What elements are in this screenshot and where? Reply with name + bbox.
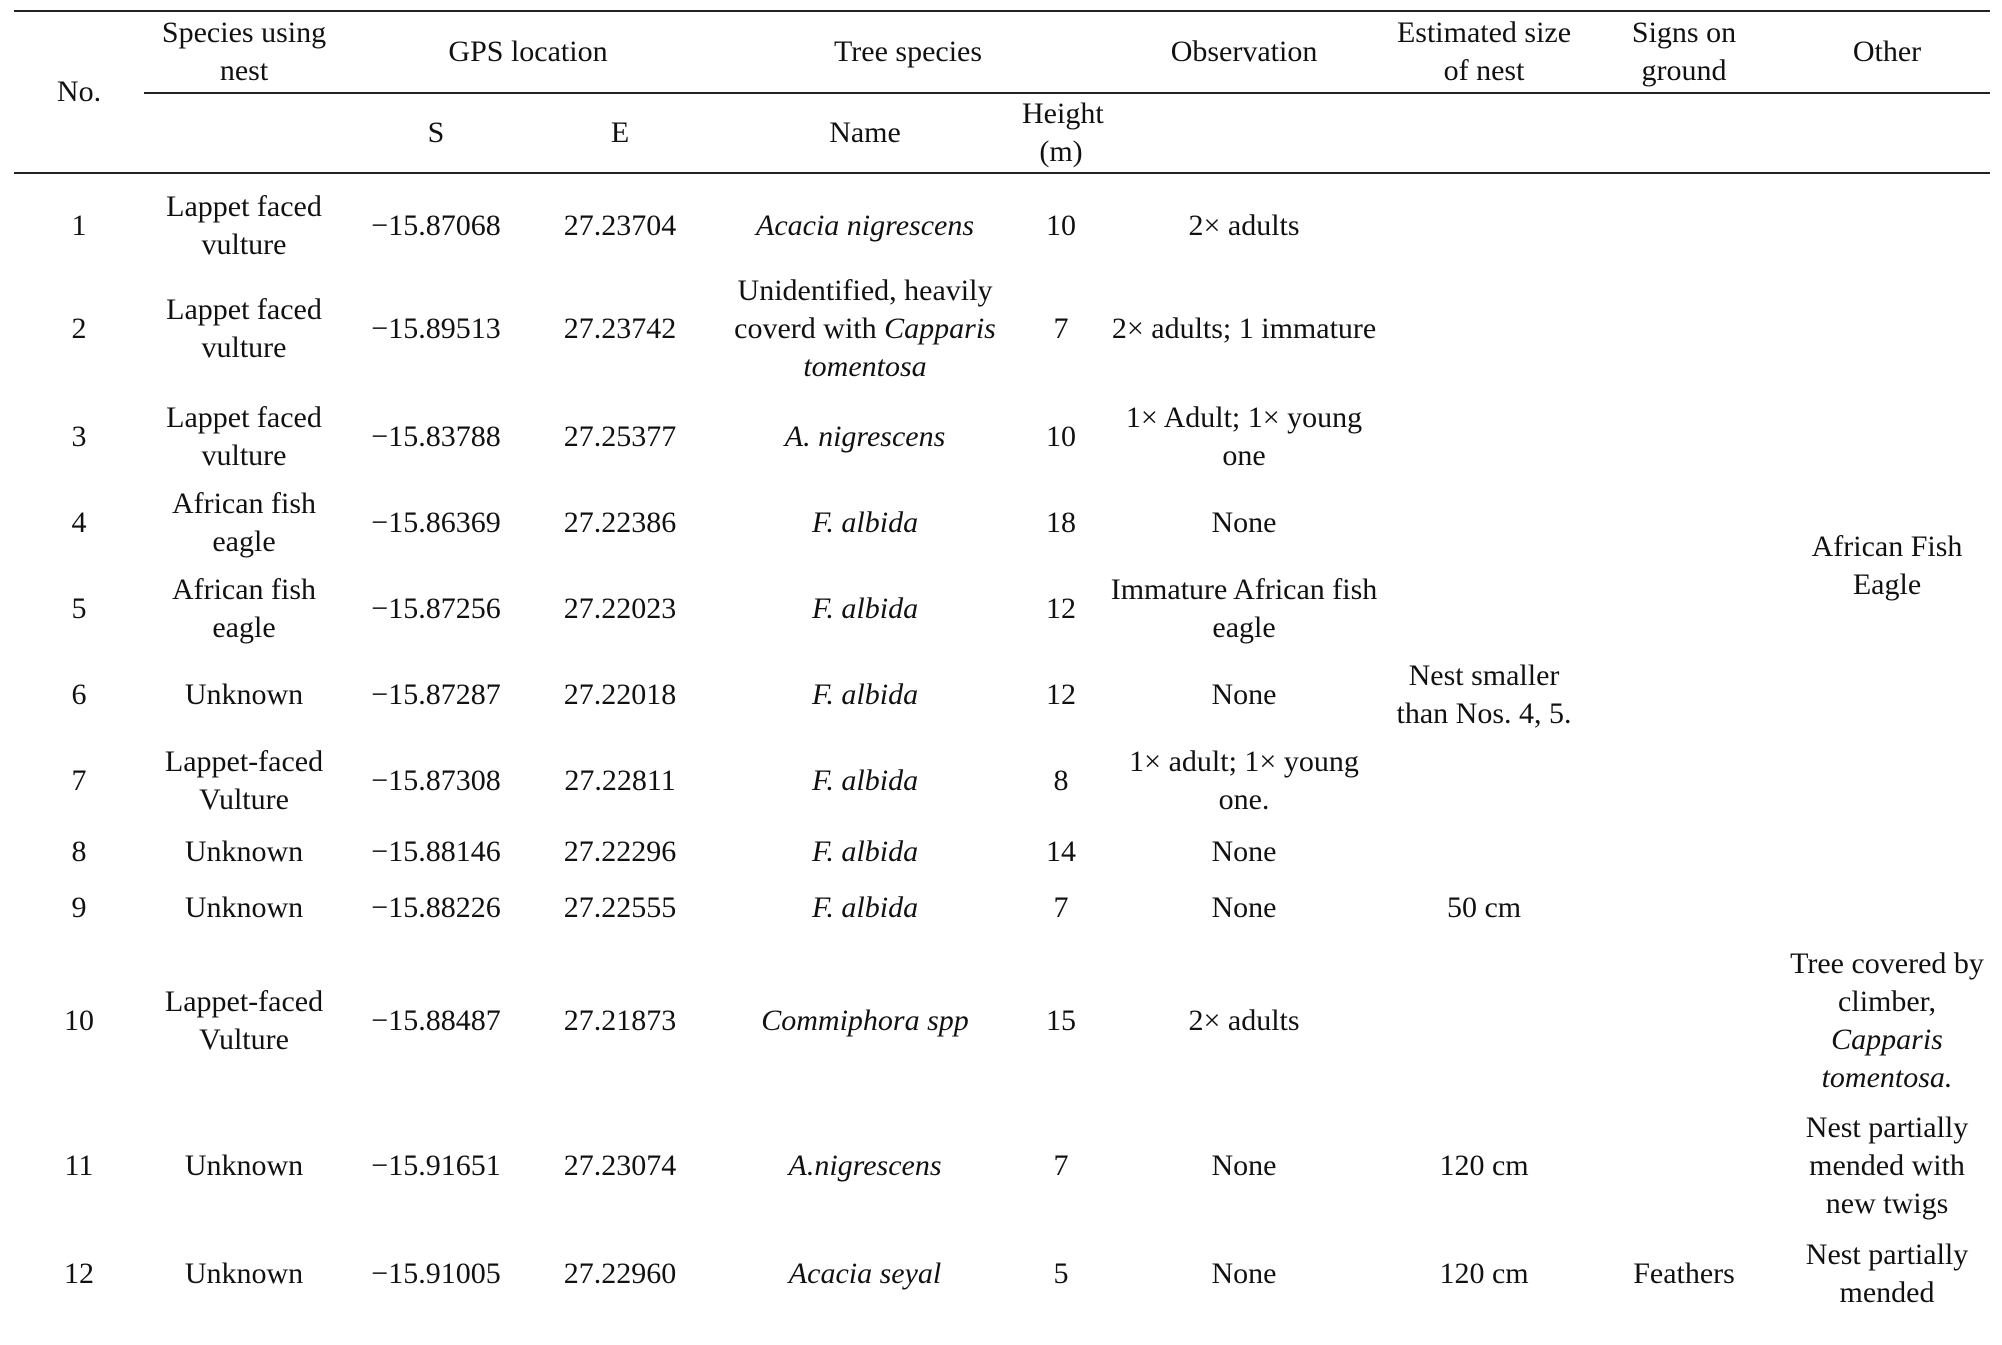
cell-no: 9 xyxy=(71,891,87,924)
cell-observation: 1× Adult; 1× young one xyxy=(1125,401,1363,472)
other-text: Nest partially mended with new twigs xyxy=(1805,1111,1969,1220)
subheader-blank xyxy=(1584,93,1784,173)
cell-gps-s: −15.87287 xyxy=(371,678,501,711)
cell-tree-name xyxy=(712,480,1018,566)
cell-gps-e: 27.22811 xyxy=(564,764,676,797)
header-no: No. xyxy=(14,11,144,173)
cell-gps-s: −15.87308 xyxy=(371,764,501,797)
cell-other xyxy=(1784,173,1990,264)
table-row xyxy=(14,936,1990,1106)
cell-signs-on-ground xyxy=(1584,480,1784,566)
header-species-using-nest: Species using nest xyxy=(144,11,344,93)
cell-tree-name xyxy=(712,652,1018,738)
cell-gps-s: −15.87068 xyxy=(371,209,501,242)
cell-no: 3 xyxy=(71,420,87,453)
cell-other xyxy=(1784,1106,1990,1226)
cell-estimated-size xyxy=(1384,824,1584,880)
cell-other xyxy=(1784,936,1990,1106)
table-row xyxy=(14,738,1990,824)
tree-name-text: F. albida xyxy=(811,891,919,924)
cell-height: 10 xyxy=(1046,420,1077,453)
table-row xyxy=(14,1226,1990,1322)
table-row xyxy=(14,394,1990,480)
cell-height: 7 xyxy=(1053,1149,1069,1182)
other-text: African Fish Eagle xyxy=(1811,530,1963,601)
cell-species: Lappet-faced Vulture xyxy=(164,985,324,1056)
cell-species: Lappet faced vulture xyxy=(166,293,322,364)
header-tree-species: Tree species xyxy=(712,11,1104,93)
table-row xyxy=(14,480,1990,566)
cell-observation: None xyxy=(1211,891,1277,924)
table-row xyxy=(14,824,1990,880)
cell-height: 7 xyxy=(1053,312,1069,345)
cell-species: Unknown xyxy=(184,891,304,924)
cell-signs-on-ground xyxy=(1584,173,1784,264)
cell-estimated-size xyxy=(1384,936,1584,1106)
subheader-blank xyxy=(1384,93,1584,173)
cell-gps-s: −15.89513 xyxy=(371,312,501,345)
tree-name-text: Unidentified, heavily coverd with xyxy=(734,274,993,345)
cell-no: 11 xyxy=(64,1149,94,1182)
cell-species: Lappet faced vulture xyxy=(166,190,322,261)
cell-gps-s: −15.88226 xyxy=(371,891,501,924)
cell-no: 1 xyxy=(71,209,87,242)
cell-tree-name xyxy=(712,566,1018,652)
cell-other xyxy=(1784,394,1990,480)
header-gps-location: GPS location xyxy=(344,11,712,93)
cell-signs-on-ground xyxy=(1584,880,1784,936)
cell-no: 12 xyxy=(64,1257,94,1290)
tree-name-text: F. albida xyxy=(811,506,919,539)
cell-signs-on-ground xyxy=(1584,264,1784,394)
cell-gps-s: −15.86369 xyxy=(371,506,501,539)
cell-estimated-size: 120 cm xyxy=(1439,1149,1529,1182)
cell-no: 6 xyxy=(71,678,87,711)
tree-name-text: F. albida xyxy=(811,835,919,868)
cell-gps-e: 27.22386 xyxy=(563,506,677,539)
other-italic-text: Capparis tomentosa. xyxy=(1821,1023,1953,1094)
cell-estimated-size: 50 cm xyxy=(1446,891,1522,924)
cell-signs-on-ground xyxy=(1584,936,1784,1106)
header-height: Height (m) xyxy=(1018,93,1104,173)
tree-name-text: A.nigrescens xyxy=(788,1149,942,1182)
cell-observation: None xyxy=(1211,1149,1277,1182)
other-text: Tree covered by climber, xyxy=(1790,947,1984,1018)
cell-species: African fish eagle xyxy=(171,573,317,644)
cell-no: 4 xyxy=(71,506,87,539)
cell-height: 8 xyxy=(1053,764,1069,797)
table-row xyxy=(14,652,1990,738)
cell-species: Unknown xyxy=(184,1149,304,1182)
cell-estimated-size: Nest smaller than Nos. 4, 5. xyxy=(1396,659,1572,730)
tree-name-text: F. albida xyxy=(811,678,919,711)
cell-tree-name xyxy=(712,824,1018,880)
table-row xyxy=(14,264,1990,394)
cell-observation: 2× adults; 1 immature xyxy=(1111,312,1377,345)
cell-estimated-size: 120 cm xyxy=(1439,1257,1529,1290)
cell-gps-e: 27.22555 xyxy=(563,891,677,924)
cell-other xyxy=(1784,824,1990,880)
cell-observation: None xyxy=(1211,678,1277,711)
cell-height: 10 xyxy=(1046,209,1077,242)
tree-name-text: Acacia seyal xyxy=(788,1257,942,1290)
header-estimated-size: Estimated size of nest xyxy=(1384,11,1584,93)
tree-name-text: Acacia nigrescens xyxy=(756,209,974,242)
cell-signs-on-ground xyxy=(1584,652,1784,738)
subheader-blank xyxy=(144,93,344,173)
cell-estimated-size xyxy=(1384,264,1584,394)
cell-signs-on-ground: Feathers xyxy=(1633,1257,1735,1290)
cell-observation: 2× adults xyxy=(1188,209,1300,242)
cell-gps-e: 27.22960 xyxy=(563,1257,677,1290)
cell-species: African fish eagle xyxy=(171,487,317,558)
header-e: E xyxy=(528,93,712,173)
cell-species: Lappet-faced Vulture xyxy=(164,745,324,816)
cell-gps-e: 27.23074 xyxy=(563,1149,677,1182)
cell-other xyxy=(1784,264,1990,394)
cell-other xyxy=(1784,652,1990,738)
cell-species: Unknown xyxy=(184,678,304,711)
cell-height: 12 xyxy=(1046,678,1077,711)
cell-gps-e: 27.21873 xyxy=(563,1004,677,1037)
table-row xyxy=(14,1106,1990,1226)
cell-gps-s: −15.83788 xyxy=(371,420,501,453)
cell-gps-e: 27.22296 xyxy=(563,835,677,868)
cell-signs-on-ground xyxy=(1584,394,1784,480)
cell-observation: None xyxy=(1211,506,1277,539)
cell-species: Lappet faced vulture xyxy=(166,401,322,472)
cell-tree-name xyxy=(712,1226,1018,1322)
cell-gps-s: −15.91005 xyxy=(371,1257,501,1290)
subheader-blank xyxy=(1784,93,1990,173)
cell-tree-name xyxy=(712,394,1018,480)
cell-height: 15 xyxy=(1046,1004,1077,1037)
cell-observation: None xyxy=(1211,835,1277,868)
cell-height: 12 xyxy=(1046,592,1077,625)
cell-gps-e: 27.25377 xyxy=(563,420,677,453)
cell-no: 10 xyxy=(64,1004,94,1037)
tree-name-text: Commiphora spp xyxy=(761,1004,969,1037)
cell-tree-name xyxy=(712,1106,1018,1226)
cell-height: 18 xyxy=(1046,506,1077,539)
cell-gps-s: −15.87256 xyxy=(371,592,501,625)
cell-signs-on-ground xyxy=(1584,738,1784,824)
cell-gps-e: 27.23704 xyxy=(563,209,677,242)
table-body xyxy=(14,173,1990,1322)
cell-other xyxy=(1784,480,1990,652)
cell-gps-e: 27.22023 xyxy=(563,592,677,625)
cell-observation: Immature African fish eagle xyxy=(1110,573,1378,644)
cell-observation: 2× adults xyxy=(1188,1004,1300,1037)
cell-tree-name xyxy=(712,880,1018,936)
cell-signs-on-ground xyxy=(1584,566,1784,652)
cell-gps-s: −15.91651 xyxy=(371,1149,501,1182)
cell-estimated-size xyxy=(1384,394,1584,480)
table-row xyxy=(14,566,1990,652)
subheader-blank xyxy=(1104,93,1384,173)
cell-signs-on-ground xyxy=(1584,1106,1784,1226)
tree-name-text: F. albida xyxy=(811,764,919,797)
cell-other xyxy=(1784,1226,1990,1322)
cell-estimated-size xyxy=(1384,173,1584,264)
cell-other xyxy=(1784,880,1990,936)
cell-height: 5 xyxy=(1053,1257,1069,1290)
cell-gps-e: 27.23742 xyxy=(563,312,677,345)
cell-tree-name xyxy=(712,264,1018,394)
cell-gps-s: −15.88487 xyxy=(371,1004,501,1037)
other-text: Nest partially mended xyxy=(1805,1238,1969,1309)
tree-name-text: A. nigrescens xyxy=(784,420,946,453)
cell-no: 7 xyxy=(71,764,87,797)
cell-estimated-size xyxy=(1384,566,1584,652)
cell-gps-e: 27.22018 xyxy=(563,678,677,711)
cell-other xyxy=(1784,738,1990,824)
cell-tree-name xyxy=(712,173,1018,264)
cell-height: 14 xyxy=(1046,835,1077,868)
cell-tree-name xyxy=(712,936,1018,1106)
header-s: S xyxy=(344,93,528,173)
table-row xyxy=(14,880,1990,936)
cell-observation: None xyxy=(1211,1257,1277,1290)
nest-observation-table xyxy=(14,10,1990,1322)
cell-no: 2 xyxy=(71,312,87,345)
cell-gps-s: −15.88146 xyxy=(371,835,501,868)
header-signs-on-ground: Signs on ground xyxy=(1584,11,1784,93)
header-observation: Observation xyxy=(1104,11,1384,93)
table-row xyxy=(14,173,1990,264)
cell-tree-name xyxy=(712,738,1018,824)
cell-observation: 1× adult; 1× young one. xyxy=(1129,745,1359,816)
tree-name-italic-text: Capparis tomentosa xyxy=(803,312,996,383)
tree-name-text: F. albida xyxy=(811,592,919,625)
cell-no: 5 xyxy=(71,592,87,625)
cell-species: Unknown xyxy=(184,835,304,868)
cell-no: 8 xyxy=(71,835,87,868)
header-other: Other xyxy=(1784,11,1990,93)
cell-height: 7 xyxy=(1053,891,1069,924)
cell-species: Unknown xyxy=(184,1257,304,1290)
cell-estimated-size xyxy=(1384,480,1584,566)
cell-estimated-size xyxy=(1384,738,1584,824)
header-name: Name xyxy=(712,93,1018,173)
cell-signs-on-ground xyxy=(1584,824,1784,880)
